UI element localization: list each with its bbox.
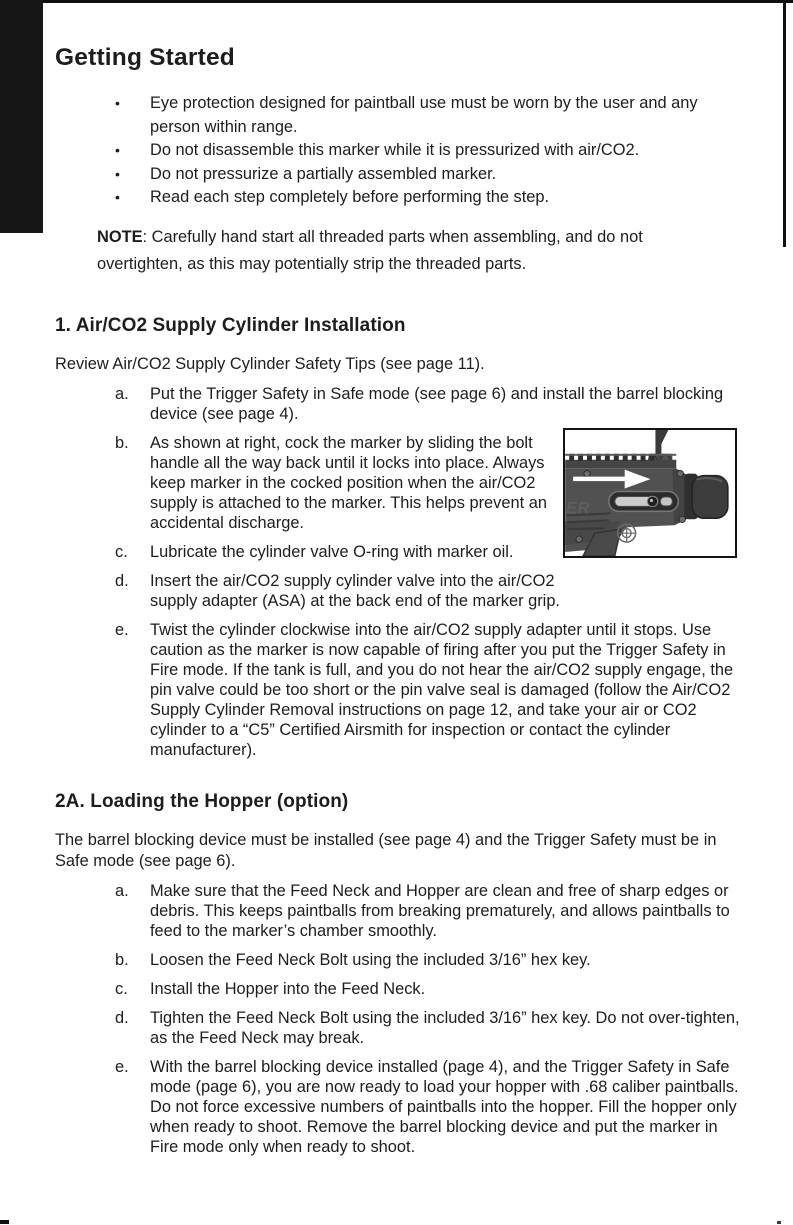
step-label: e. bbox=[115, 620, 129, 639]
list-item bbox=[115, 92, 743, 139]
section2-step-list bbox=[55, 881, 743, 1157]
step-label: d. bbox=[115, 1008, 129, 1027]
bolt-handle bbox=[609, 492, 678, 512]
bullet-icon: • bbox=[115, 142, 120, 158]
step-label: d. bbox=[115, 571, 129, 590]
list-item bbox=[115, 186, 743, 210]
step-text: Install the Hopper into the Feed Neck. bbox=[150, 979, 426, 998]
step-text: Make sure that the Feed Neck and Hopper are clean and free of sharp edges or debris. This keeps paintballs from breaking prematurely, and allows paintballs to feed to the marker’s chamber smoothly. bbox=[150, 881, 730, 940]
step-text: Insert the air/CO2 supply cylinder valve into the air/CO2 supply adapter (ASA) at the back end of the marker grip. bbox=[150, 571, 560, 610]
scan-bottom-left-mark bbox=[0, 1220, 9, 1224]
bullet-icon: • bbox=[115, 165, 120, 182]
list-item bbox=[115, 1008, 743, 1048]
scan-top-edge bbox=[0, 0, 793, 3]
page-title: Getting Started bbox=[55, 44, 235, 71]
step-label: b. bbox=[115, 433, 129, 452]
scan-right-edge bbox=[783, 0, 786, 247]
step-text: Twist the cylinder clockwise into the air/CO2 supply adapter until it stops. Use caution as the marker is now capable of firing after you put the Trigger Safety in Fire mode. If the tank is full, and you do not hear the air/CO2 supply engage, the pin valve could be too short or the pin valve seal is damaged (follow the Air/CO2 Supply Cylinder Removal instructions on page 12, and take your air or CO2 cylinder to a “C5” Certified Airsmith for inspection or contact the cylinder manufacturer). bbox=[150, 620, 734, 759]
page-content bbox=[55, 92, 743, 1157]
step-text: As shown at right, cock the marker by sliding the bolt handle all the way back until it locks into place. Always keep marker in the cocked position when the air/CO2 supply is attached to the marker. This helps prevent an accidental discharge. bbox=[150, 433, 547, 532]
step-label: a. bbox=[115, 384, 129, 403]
list-item bbox=[115, 1057, 743, 1157]
bullet-text: Read each step completely before performing the step. bbox=[150, 188, 550, 206]
step-label: c. bbox=[115, 542, 128, 561]
embossed-text: ER bbox=[566, 498, 590, 518]
section2-heading: 2A. Loading the Hopper (option) bbox=[55, 790, 349, 812]
safety-bullet-list bbox=[55, 92, 743, 210]
step-label: b. bbox=[115, 950, 129, 969]
figure-marker-cocking bbox=[563, 428, 737, 558]
step-text: Put the Trigger Safety in Safe mode (see page 6) and install the barrel blocking device (see page 4). bbox=[150, 384, 724, 423]
section1-heading: 1. Air/CO2 Supply Cylinder Installation bbox=[55, 314, 406, 336]
note-text: : Carefully hand start all threaded parts when assembling, and do not overtighten, as this may potentially strip the threaded parts. bbox=[97, 227, 643, 273]
scan-bottom-right-mark bbox=[777, 1221, 781, 1224]
brand-logo-icon bbox=[618, 524, 636, 542]
note-label: NOTE bbox=[97, 227, 143, 246]
note-paragraph bbox=[97, 224, 677, 278]
list-item bbox=[115, 384, 743, 424]
list-item bbox=[115, 881, 743, 941]
step-text: Loosen the Feed Neck Bolt using the included 3/16” hex key. bbox=[150, 950, 591, 969]
list-item bbox=[115, 620, 743, 760]
step-label: e. bbox=[115, 1057, 129, 1076]
scan-left-bar bbox=[0, 0, 43, 233]
bullet-text: Eye protection designed for paintball use must be worn by the user and any person within range. bbox=[150, 94, 698, 136]
step-label: c. bbox=[115, 979, 128, 998]
list-item bbox=[115, 163, 743, 187]
bullet-text: Do not disassemble this marker while it is pressurized with air/CO2. bbox=[150, 141, 640, 159]
bullet-text: Do not pressurize a partially assembled marker. bbox=[150, 164, 497, 183]
list-item bbox=[115, 571, 743, 611]
marker-illustration bbox=[565, 430, 735, 556]
bullet-icon: • bbox=[115, 189, 120, 205]
list-item bbox=[115, 979, 743, 999]
section1-intro: Review Air/CO2 Supply Cylinder Safety Tips (see page 11). bbox=[55, 354, 485, 373]
rear-cap bbox=[684, 474, 728, 520]
step-text: With the barrel blocking device installed (page 4), and the Trigger Safety in Safe mode (page 6), you are now ready to load your hopper with .68 caliber paintballs. Do not force excessive numbers of paintballs into the hopper. Fill the hopper only when ready to shoot. Remove the barrel blocking device and put the marker in Fire mode only when ready to shoot. bbox=[150, 1057, 739, 1156]
step-label: a. bbox=[115, 881, 129, 900]
step-text: Tighten the Feed Neck Bolt using the included 3/16” hex key. Do not over-tighten, as the Feed Neck may break. bbox=[150, 1008, 740, 1047]
step-text: Lubricate the cylinder valve O-ring with marker oil. bbox=[150, 542, 514, 561]
list-item bbox=[115, 139, 743, 163]
section2-intro: The barrel blocking device must be installed (see page 4) and the Trigger Safety must be in Safe mode (see page 6). bbox=[55, 830, 717, 870]
list-item bbox=[115, 950, 743, 970]
bullet-icon: • bbox=[115, 95, 120, 111]
